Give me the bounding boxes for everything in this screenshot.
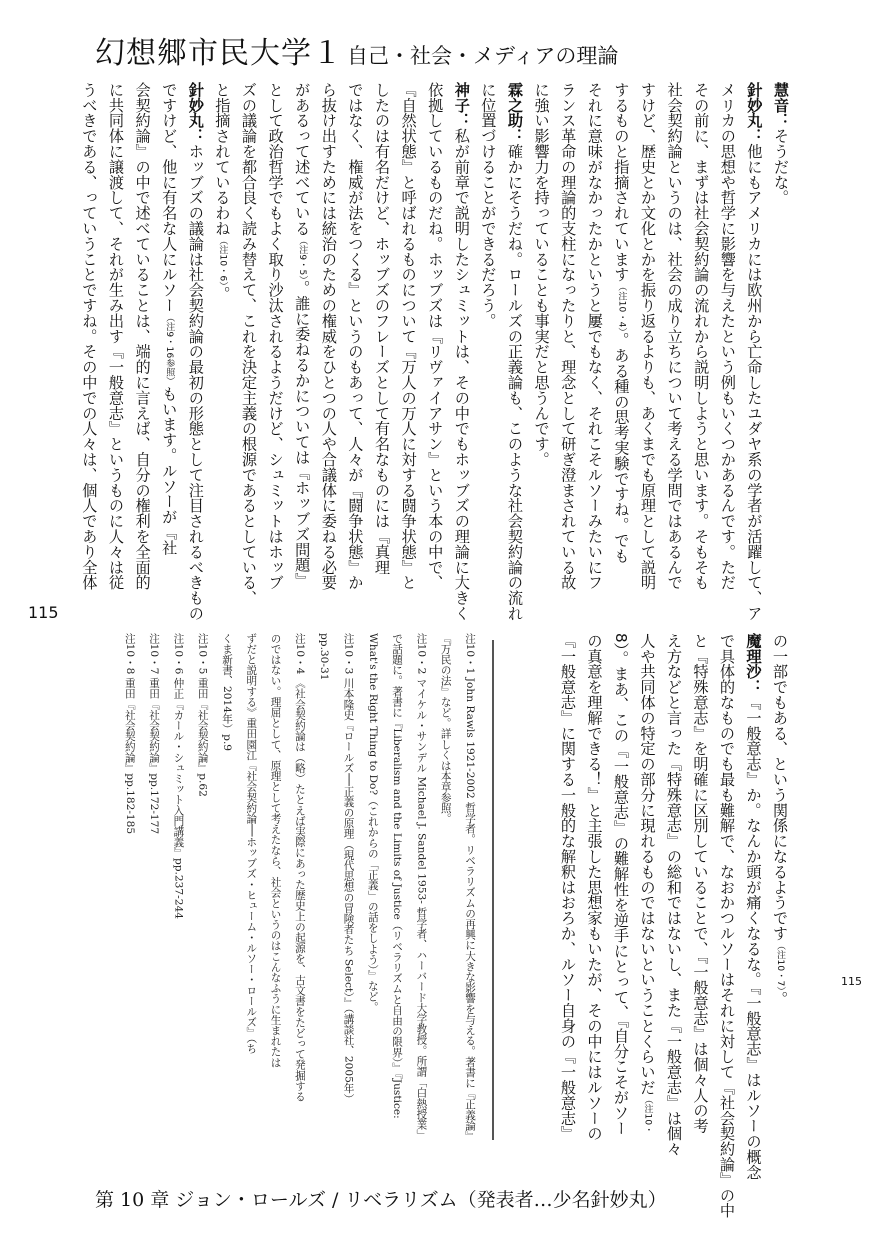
speaker-label: 魔理沙： [744, 633, 763, 695]
line-text: すけど、歴史とか文化とかを振り返るよりも、あくまでも原理として説明 [639, 82, 657, 591]
text-column [154, 82, 184, 622]
book-subtitle: 自己・社会・メディアの理論 [347, 44, 619, 68]
line-text: に共同体に譲渡して、それが生み出す『一般意志』というものに人々は従 [107, 82, 125, 591]
line-text: 依拠しているものだね。ホッブズは『リヴァイアサン』という本の中で、 [426, 82, 445, 591]
line-text: と『特殊意志』を明確に区別していることで、『一般意志』は個々人の考 [691, 633, 710, 1134]
footnote-line: 注10・4 《社会契約論は（略）たとえば実際にあった歴史上の起源を、古文書をたどって発掘する [293, 633, 306, 1102]
line-text: したのは有名だけど、ホッブズのフレーズとして有名なものには『真理 [373, 82, 391, 575]
footnote-line: 注10・8 重田『社会契約論』pp.182-185 [123, 633, 136, 835]
line-text: その前に、まずは社会契約論の流れから説明しようと思います。そもそも [692, 82, 711, 591]
line-text: ズの議論を都合良く読み替えて、これを決定主義の根源であるとしている、 [240, 82, 258, 606]
line-text: 社会契約論というのは、社会の成り立ちについて考える学問ではあるんで [665, 82, 684, 591]
line-text: するものと指摘されています [612, 82, 631, 283]
text-column [765, 633, 795, 1153]
line-text: として政治哲学でもよく取り沙汰されるようだけど、シュミットはホッブ [266, 82, 285, 591]
page-number-right: 115 [841, 975, 862, 988]
text-column [207, 82, 237, 622]
line-text: 確かにそうだね。ロールズの正義論も、このような社会契約論の流れ [506, 143, 524, 622]
footnote-line: 注10・5 重田『社会契約論』p.62 [196, 633, 209, 797]
notes-divider [492, 640, 494, 1140]
text-column [447, 82, 477, 622]
line-text-after: 。誰に委ねるかについては『ホッブズ問題』 [293, 280, 312, 589]
page-number-left: 115 [28, 603, 59, 622]
speaker-label: 霖之助： [506, 82, 524, 144]
text-column [633, 633, 663, 1153]
line-text: ではなく、権威が法をつくる』というのもあって、人々が『闘争状態』か [346, 82, 365, 591]
line-text-after: もいます。ルソーが『社 [160, 385, 179, 556]
line-text: うべきである、っていうことですね。その中での人々は、個人であり全体 [80, 82, 99, 591]
text-column [712, 633, 742, 1219]
footnote-line: 注10・3 川本隆史『ロールズ──正義の原理（現代思想の冒険者たち Select）』（講談社、2005年） [342, 633, 355, 1105]
text-column [659, 633, 689, 1157]
text-column [101, 82, 131, 622]
text-column [553, 82, 583, 622]
text-column [660, 82, 690, 622]
footnote-line: 『万民の法』など。詳しくは本章参照。 [439, 633, 452, 824]
text-column [686, 633, 716, 1153]
note-reference: （注10・ [642, 1095, 653, 1135]
line-text: の真意を理解できる！』と主張した思想家もいたが、その中にはルソーの [585, 633, 604, 1142]
text-column [580, 633, 610, 1153]
speaker-label: 針妙丸： [186, 82, 205, 144]
note-reference: （注9・16参照） [164, 313, 175, 386]
footnote-line: 注10・7 重田『社会契約論』pp.172-177 [148, 633, 161, 835]
line-text: ランス革命の理論的支柱になったりと、理念として研ぎ澄まされている故 [559, 82, 578, 591]
text-column [340, 82, 370, 622]
text-column [367, 82, 397, 622]
text-column [606, 82, 636, 622]
line-text: それに意味がなかったかというと屢でもなく、それこそルソーみたいにフ [585, 82, 604, 591]
line-text: ら抜け出すためには統治のための権威をひとつの人や合議体に委ねる必要 [319, 82, 338, 591]
text-column [686, 82, 716, 622]
text-column [394, 82, 424, 622]
line-text: 『一般意志』か。なんか頭が痛くなるな。『一般意志』はルソーの概念 [744, 694, 763, 1180]
chapter-footer: 第 10 章 ジョン・ロールズ / リベラリズム（発表者…少名針妙丸） [95, 1189, 667, 1211]
line-text: 他にもアメリカには欧州から亡命したユダヤ系の学者が活躍して、ア [745, 143, 764, 622]
footnote-line: pp.30-31 [318, 633, 331, 681]
line-text: ホッブズの議論は社会契約論の最初の形態として注目されるべきもの [186, 143, 205, 622]
text-column [713, 82, 743, 622]
line-text: ですけど、他に有名な人にルソー [160, 82, 179, 313]
text-column [766, 82, 796, 622]
text-column [314, 82, 344, 622]
footnote-line: くま新書、2014年）p.9 [221, 633, 233, 752]
book-title: 幻想郷市民大学１ [95, 36, 343, 71]
line-text-after: 。まあ、この『一般意志』の難解性を逆手にとって、『自分こそがソー [612, 650, 630, 1136]
text-column [128, 82, 158, 622]
line-text: の一部でもある、という関係になるようです [771, 633, 789, 941]
line-text: そうだな。 [772, 128, 790, 206]
text-column [580, 82, 610, 622]
text-column [553, 633, 583, 1153]
text-column [500, 82, 530, 622]
text-column [739, 633, 769, 1180]
line-text: で具体的なものでも最も難解で、なおかつルソーはそれに対して『社会契約論』の中 [718, 633, 736, 1219]
text-column [473, 82, 503, 622]
speaker-label: 針妙丸： [745, 82, 764, 144]
footnote-line: ずだと説明する》重田園江『社会契約論──ホッブズ・ヒューム・ルソー・ロールズ』（ち [245, 633, 258, 1054]
line-text: メリカの思想や哲学に影響を与えたという例もいくつかあるんです。ただ [718, 82, 737, 591]
line-text: があるって述べている [293, 82, 312, 236]
text-column [287, 82, 317, 622]
text-column [234, 82, 264, 622]
line-text: 会契約論』の中で述べていることは、端的に言えば、自分の権利を全面的 [133, 82, 152, 591]
footnote-line: 注10・2 マイケル・サンデル Michael J. Sandel 1953- 哲学者、ハーバード大学教授。所謂「白熱授業」 [415, 633, 428, 1141]
footnote-line: のではない。理屈として、原理として考えたなら、社会というのはこんなふうに生まれたは [269, 633, 282, 1068]
line-text-after: 。ある種の思考実験ですね。でも [612, 332, 631, 564]
line-text-after: 。 [213, 286, 232, 302]
line-text: 『一般意志』に関する一般的な解釈はおろか、ルソー自身の『一般意志』 [559, 633, 577, 1142]
line-text: と指摘されているわね [213, 82, 232, 236]
line-text: え方などと言った『特殊意志』の総和ではないし、また『一般意志』は個々 [665, 633, 683, 1157]
line-text: 私が前章で説明したシュミットは、その中でもホッブズの理論に大きく [452, 128, 471, 622]
note-reference: （注10・4） [616, 282, 627, 333]
footnote-line: 注10・1 John Rawls 1921-2002 哲学者。リベラリズムの再興に大きな影響を与える。著書に『正義論』 [464, 633, 476, 1142]
text-column [74, 82, 104, 622]
text-column [181, 82, 211, 622]
footnote-line: 注10・6 仲正『カール・シュミット入門講義』pp.237-244 [172, 633, 185, 919]
note-reference: （注9・5） [297, 236, 308, 281]
speaker-label: 神子： [452, 82, 471, 129]
note-reference: （注10・6） [217, 236, 228, 287]
line-text-after: 。 [771, 991, 789, 1007]
text-column [261, 82, 291, 622]
text-column [633, 82, 663, 622]
line-text: 人や共同体の特定の部分に現れるものではないということくらいだ [638, 633, 657, 1095]
text-column [420, 82, 450, 622]
page-header [95, 28, 618, 72]
line-text: 『自然状態』と呼ばれるものについて『万人の万人に対する闘争状態』と [399, 82, 418, 591]
note-reference: （注10・7） [775, 941, 785, 992]
text-column [527, 82, 557, 622]
line-text: に強い影響力を持っていることも事実だと思うんです。 [532, 82, 551, 467]
footnote-line: で話題に。著書に『Liberalism and the Limits of Justice（リベラリズムと自由の限界）』『Justice: [391, 633, 404, 1119]
footnote-line: What's the Right Thing to Do?（これからの「正義」の話をしよう）』など。 [366, 633, 379, 1013]
text-column [739, 82, 769, 622]
text-column [606, 633, 636, 1153]
speaker-label: 慧音： [772, 82, 790, 129]
line-text: 8） [612, 633, 630, 651]
line-text: に位置づけることができるだろう。 [479, 82, 498, 329]
